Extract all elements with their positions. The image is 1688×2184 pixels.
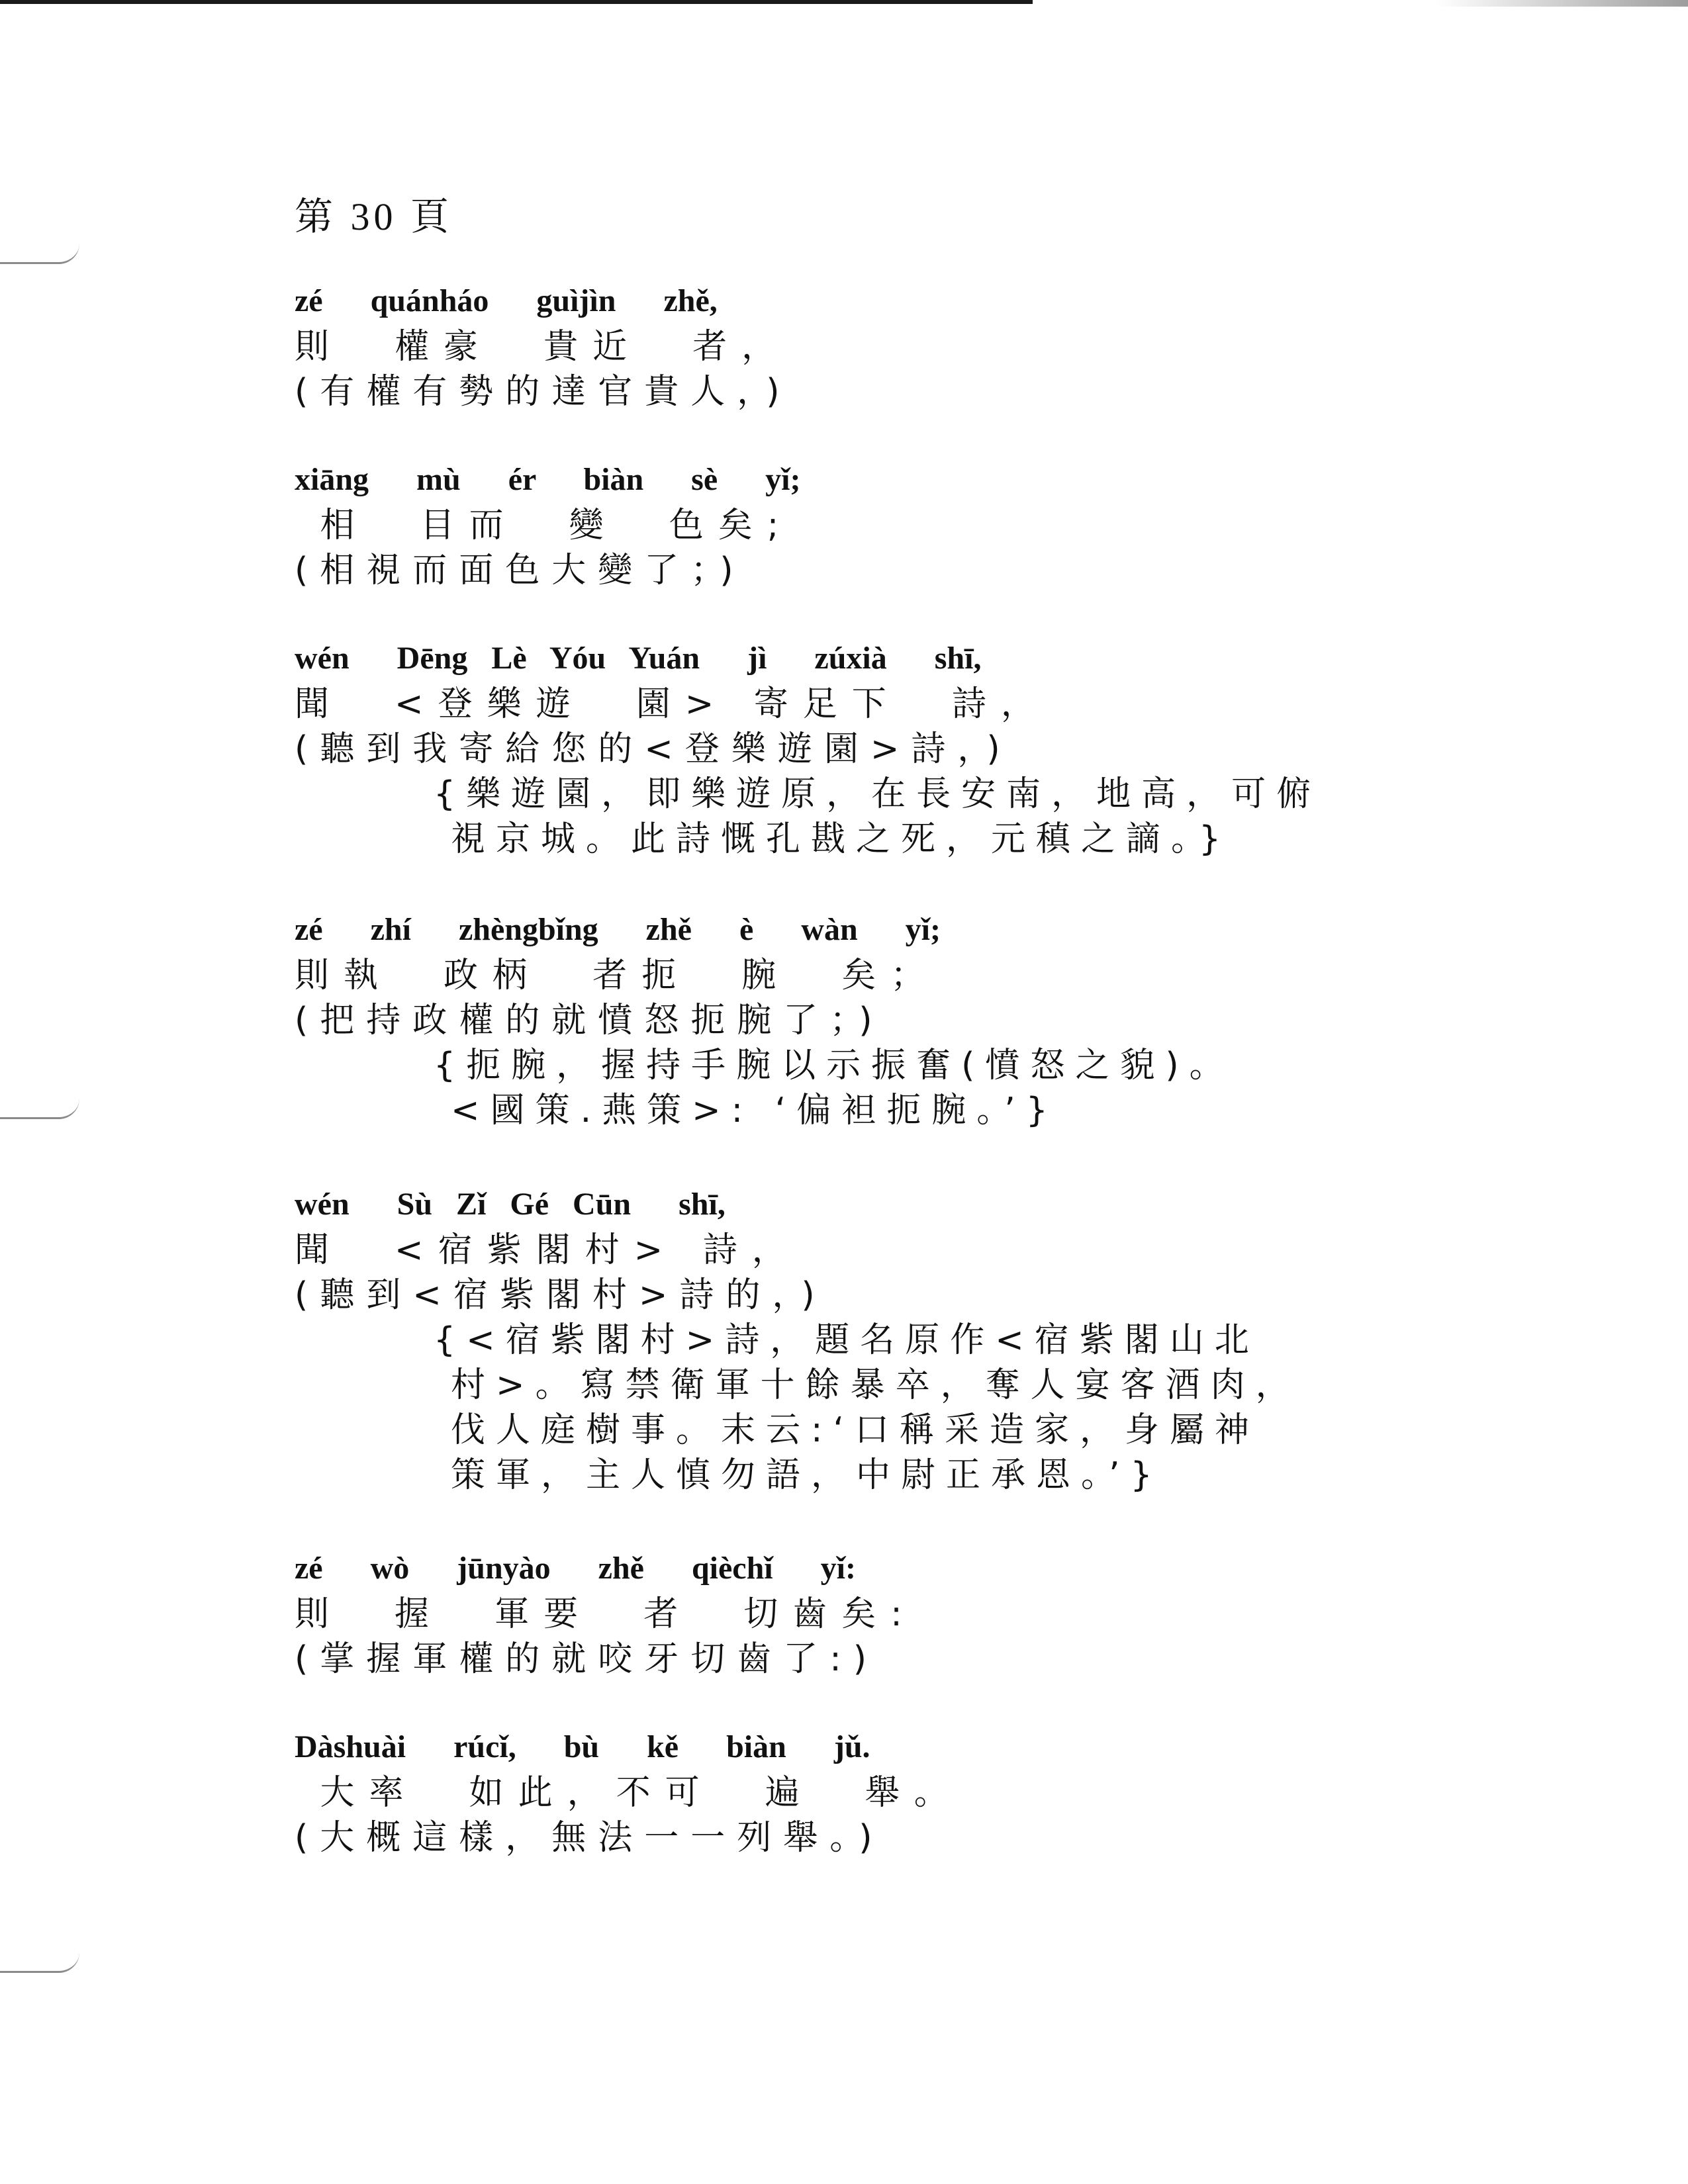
note-line: 村>。寫禁衛軍十餘暴卒，奪人宴客酒肉， (451, 1365, 1301, 1405)
gloss-line: (有權有勢的達官貴人，) (295, 372, 792, 412)
punch-hole-mark (0, 1099, 79, 1119)
scan-right-edge (1436, 0, 1688, 7)
note-line: 伐人庭樹事。末云:‘口稱采造家，身屬神 (451, 1410, 1260, 1450)
hanzi-line: 大率 如此，不可 遍 舉。 (295, 1773, 963, 1813)
hanzi-line: 相 目而 變 色矣; (295, 506, 794, 545)
stanza (295, 1545, 1420, 1682)
pinyin-line: xiāng mù ér biàn sè yǐ; (295, 462, 801, 497)
hanzi-line: 則 握 軍要 者 切齒矣: (295, 1594, 917, 1634)
note-line: {<宿紫閣村>詩，題名原作<宿紫閣山北 (434, 1320, 1260, 1360)
hanzi-line: 聞 <宿紫閣村> 詩， (295, 1230, 801, 1270)
annotation-note (434, 1318, 1347, 1498)
page-number: 第 30 頁 (295, 195, 453, 238)
pinyin-line: wén Dēng Lè Yóu Yuán jì zúxià shī, (295, 641, 982, 676)
stanza (295, 1181, 1420, 1498)
hanzi-line: 則 權豪 貴近 者， (295, 327, 791, 367)
punch-hole-mark (0, 244, 79, 264)
scan-top-edge (0, 0, 1033, 4)
gloss-line: (相視而面色大變了；) (295, 551, 745, 590)
stanza (295, 635, 1420, 862)
note-line: <國策.燕策>: ‘偏袒扼腕。’} (451, 1091, 1058, 1130)
punch-hole-mark (0, 1952, 79, 1973)
gloss-line: (掌握軍權的就咬牙切齒了:) (295, 1639, 879, 1679)
annotation-note (434, 772, 1347, 862)
gloss-line: (聽到我寄給您的<登樂遊園>詩，) (295, 729, 1012, 769)
gloss-line: (聽到<宿紫閣村>詩的，) (295, 1275, 827, 1315)
hanzi-line: 則執 政柄 者扼 腕 矣； (295, 956, 940, 995)
hanzi-line: 聞 <登樂遊 園> 寄足下 詩， (295, 684, 1050, 724)
pinyin-line: zé quánháo guìjìn zhě, (295, 283, 718, 318)
stanza (295, 907, 1420, 1133)
note-line: 視京城。此詩慨孔戡之死，元稹之謫。} (451, 819, 1232, 859)
note-line: {扼腕，握持手腕以示振奮(憤怒之貌)。 (434, 1046, 1235, 1085)
gloss-line: (大概這樣，無法一一列舉。) (295, 1818, 884, 1858)
stanza (295, 457, 1420, 593)
note-line: 策軍，主人慎勿語，中尉正承恩。’} (451, 1455, 1163, 1495)
annotation-note (434, 1043, 1347, 1133)
pinyin-line: wén Sù Zǐ Gé Cūn shī, (295, 1187, 726, 1222)
stanza (295, 1724, 1420, 1860)
pinyin-line: Dàshuài rúcǐ, bù kě biàn jǔ. (295, 1729, 870, 1764)
pinyin-line: zé wò jūnyào zhě qièchǐ yǐ: (295, 1551, 856, 1586)
note-line: {樂遊園，即樂遊原，在長安南，地高，可俯 (434, 774, 1322, 814)
gloss-line: (把持政權的就憤怒扼腕了；) (295, 1001, 884, 1040)
stanza (295, 278, 1420, 414)
pinyin-line: zé zhí zhèngbǐng zhě è wàn yǐ; (295, 912, 941, 947)
